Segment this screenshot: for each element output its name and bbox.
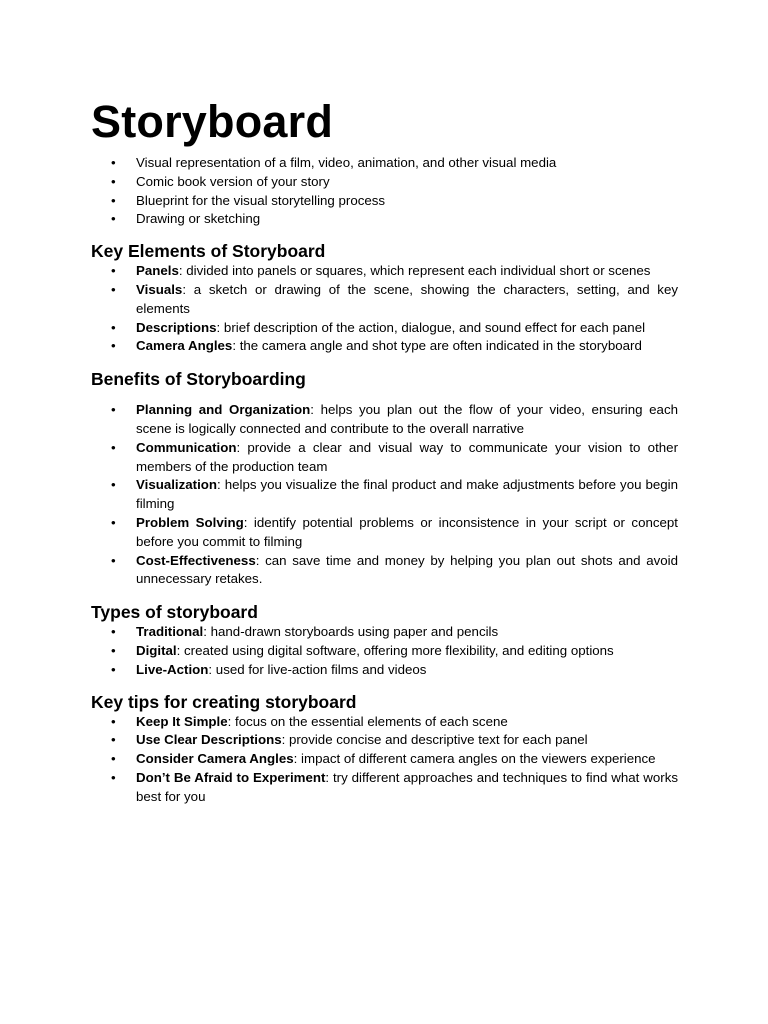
list-item: [91, 192, 678, 211]
item-term: Descriptions: [136, 319, 217, 335]
bullet-icon: •: [111, 263, 116, 279]
bullet-icon: •: [111, 552, 116, 568]
bullet-icon: •: [111, 732, 116, 748]
bullet-icon: •: [111, 439, 116, 455]
bullet-icon: •: [111, 155, 116, 170]
list-item: [91, 281, 678, 319]
item-text: : provide a clear and visual way to communicate your vision to other members of the production team: [136, 439, 678, 474]
list-item: [91, 769, 678, 807]
bullet-icon: •: [111, 769, 116, 785]
list-item: [91, 439, 678, 477]
section-heading-tips: Key tips for creating storyboard: [91, 691, 357, 712]
tips-list: [91, 713, 678, 807]
item-term: Keep It Simple: [136, 713, 228, 729]
list-item-text: Comic book version of your story: [136, 173, 330, 189]
list-item: [91, 401, 678, 439]
item-term: Traditional: [136, 624, 204, 640]
list-item: [91, 476, 678, 514]
list-item: [91, 319, 678, 338]
list-item: [91, 731, 678, 750]
item-text: : helps you visualize the final product and make adjustments before you begin filming: [136, 477, 678, 512]
item-text: : the camera angle and shot type are often indicated in the storyboard: [232, 338, 642, 354]
list-item: [91, 661, 678, 680]
list-item: [91, 262, 678, 281]
bullet-icon: •: [111, 713, 116, 729]
item-text: : used for live-action films and videos: [208, 661, 427, 677]
bullet-icon: •: [111, 211, 116, 227]
item-term: Consider Camera Angles: [136, 751, 294, 767]
section-heading-key-elements: Key Elements of Storyboard: [91, 241, 326, 262]
item-term: Visualization: [136, 477, 218, 493]
item-term: Use Clear Descriptions: [136, 732, 282, 748]
benefits-list: [91, 401, 678, 589]
bullet-icon: •: [111, 319, 116, 335]
bullet-icon: •: [111, 661, 116, 677]
list-item: [91, 750, 678, 769]
bullet-icon: •: [111, 642, 116, 658]
section-heading-benefits: Benefits of Storyboarding: [91, 369, 306, 390]
list-item: [91, 713, 678, 732]
item-text: : created using digital software, offering more flexibility, and editing options: [176, 642, 614, 658]
item-text: : hand-drawn storyboards using paper and pencils: [203, 624, 499, 640]
item-term: Panels: [136, 263, 179, 279]
item-text: : can save time and money by helping you plan out shots and avoid unnecessary retakes.: [136, 552, 678, 587]
list-item-text: Blueprint for the visual storytelling process: [136, 192, 386, 208]
list-item: [91, 552, 678, 590]
item-term: Camera Angles: [136, 338, 233, 354]
item-term: Live-Action: [136, 661, 209, 677]
item-term: Problem Solving: [136, 514, 244, 530]
bullet-icon: •: [111, 514, 116, 530]
bullet-icon: •: [111, 192, 116, 208]
section-heading-types: Types of storyboard: [91, 602, 258, 623]
list-item: [91, 514, 678, 552]
item-term: Digital: [136, 642, 177, 658]
key-elements-list: [91, 262, 678, 356]
list-item: [91, 173, 678, 192]
item-text: : helps you plan out the flow of your video, ensuring each scene is logically connected and contribute to the overall narrative: [136, 402, 678, 436]
item-term: Cost-Effectiveness: [136, 552, 256, 568]
item-text: : provide concise and descriptive text for each panel: [281, 732, 588, 748]
bullet-icon: •: [111, 338, 116, 354]
list-item-text: Visual representation of a film, video, animation, and other visual media: [136, 155, 557, 170]
list-item: [91, 154, 678, 173]
list-item: [91, 623, 678, 642]
item-text: : a sketch or drawing of the scene, showing the characters, setting, and key elements: [136, 281, 678, 316]
bullet-icon: •: [111, 173, 116, 189]
bullet-icon: •: [111, 477, 116, 493]
bullet-icon: •: [111, 751, 116, 767]
bullet-icon: •: [111, 402, 116, 418]
page-title: Storyboard: [91, 96, 334, 147]
list-item: [91, 210, 678, 229]
item-text: : focus on the essential elements of each scene: [227, 713, 508, 729]
bullet-icon: •: [111, 281, 116, 297]
document-page: [91, 90, 678, 807]
item-term: Communication: [136, 439, 237, 455]
intro-list: [91, 154, 678, 229]
item-text: : brief description of the action, dialogue, and sound effect for each panel: [216, 319, 646, 335]
item-text: : divided into panels or squares, which represent each individual short or scenes: [178, 263, 651, 279]
item-text: : try different approaches and techniques to find what works best for you: [136, 769, 678, 804]
item-term: Don’t Be Afraid to Experiment: [136, 769, 326, 785]
list-item: [91, 337, 678, 356]
item-term: Planning and Organization: [136, 402, 311, 418]
list-item: [91, 642, 678, 661]
item-text: : impact of different camera angles on the viewers experience: [293, 751, 656, 767]
item-text: : identify potential problems or inconsistence in your script or concept before you commit to filming: [136, 514, 678, 549]
bullet-icon: •: [111, 624, 116, 640]
item-term: Visuals: [136, 281, 183, 297]
list-item-text: Drawing or sketching: [136, 211, 261, 227]
types-list: [91, 623, 678, 679]
